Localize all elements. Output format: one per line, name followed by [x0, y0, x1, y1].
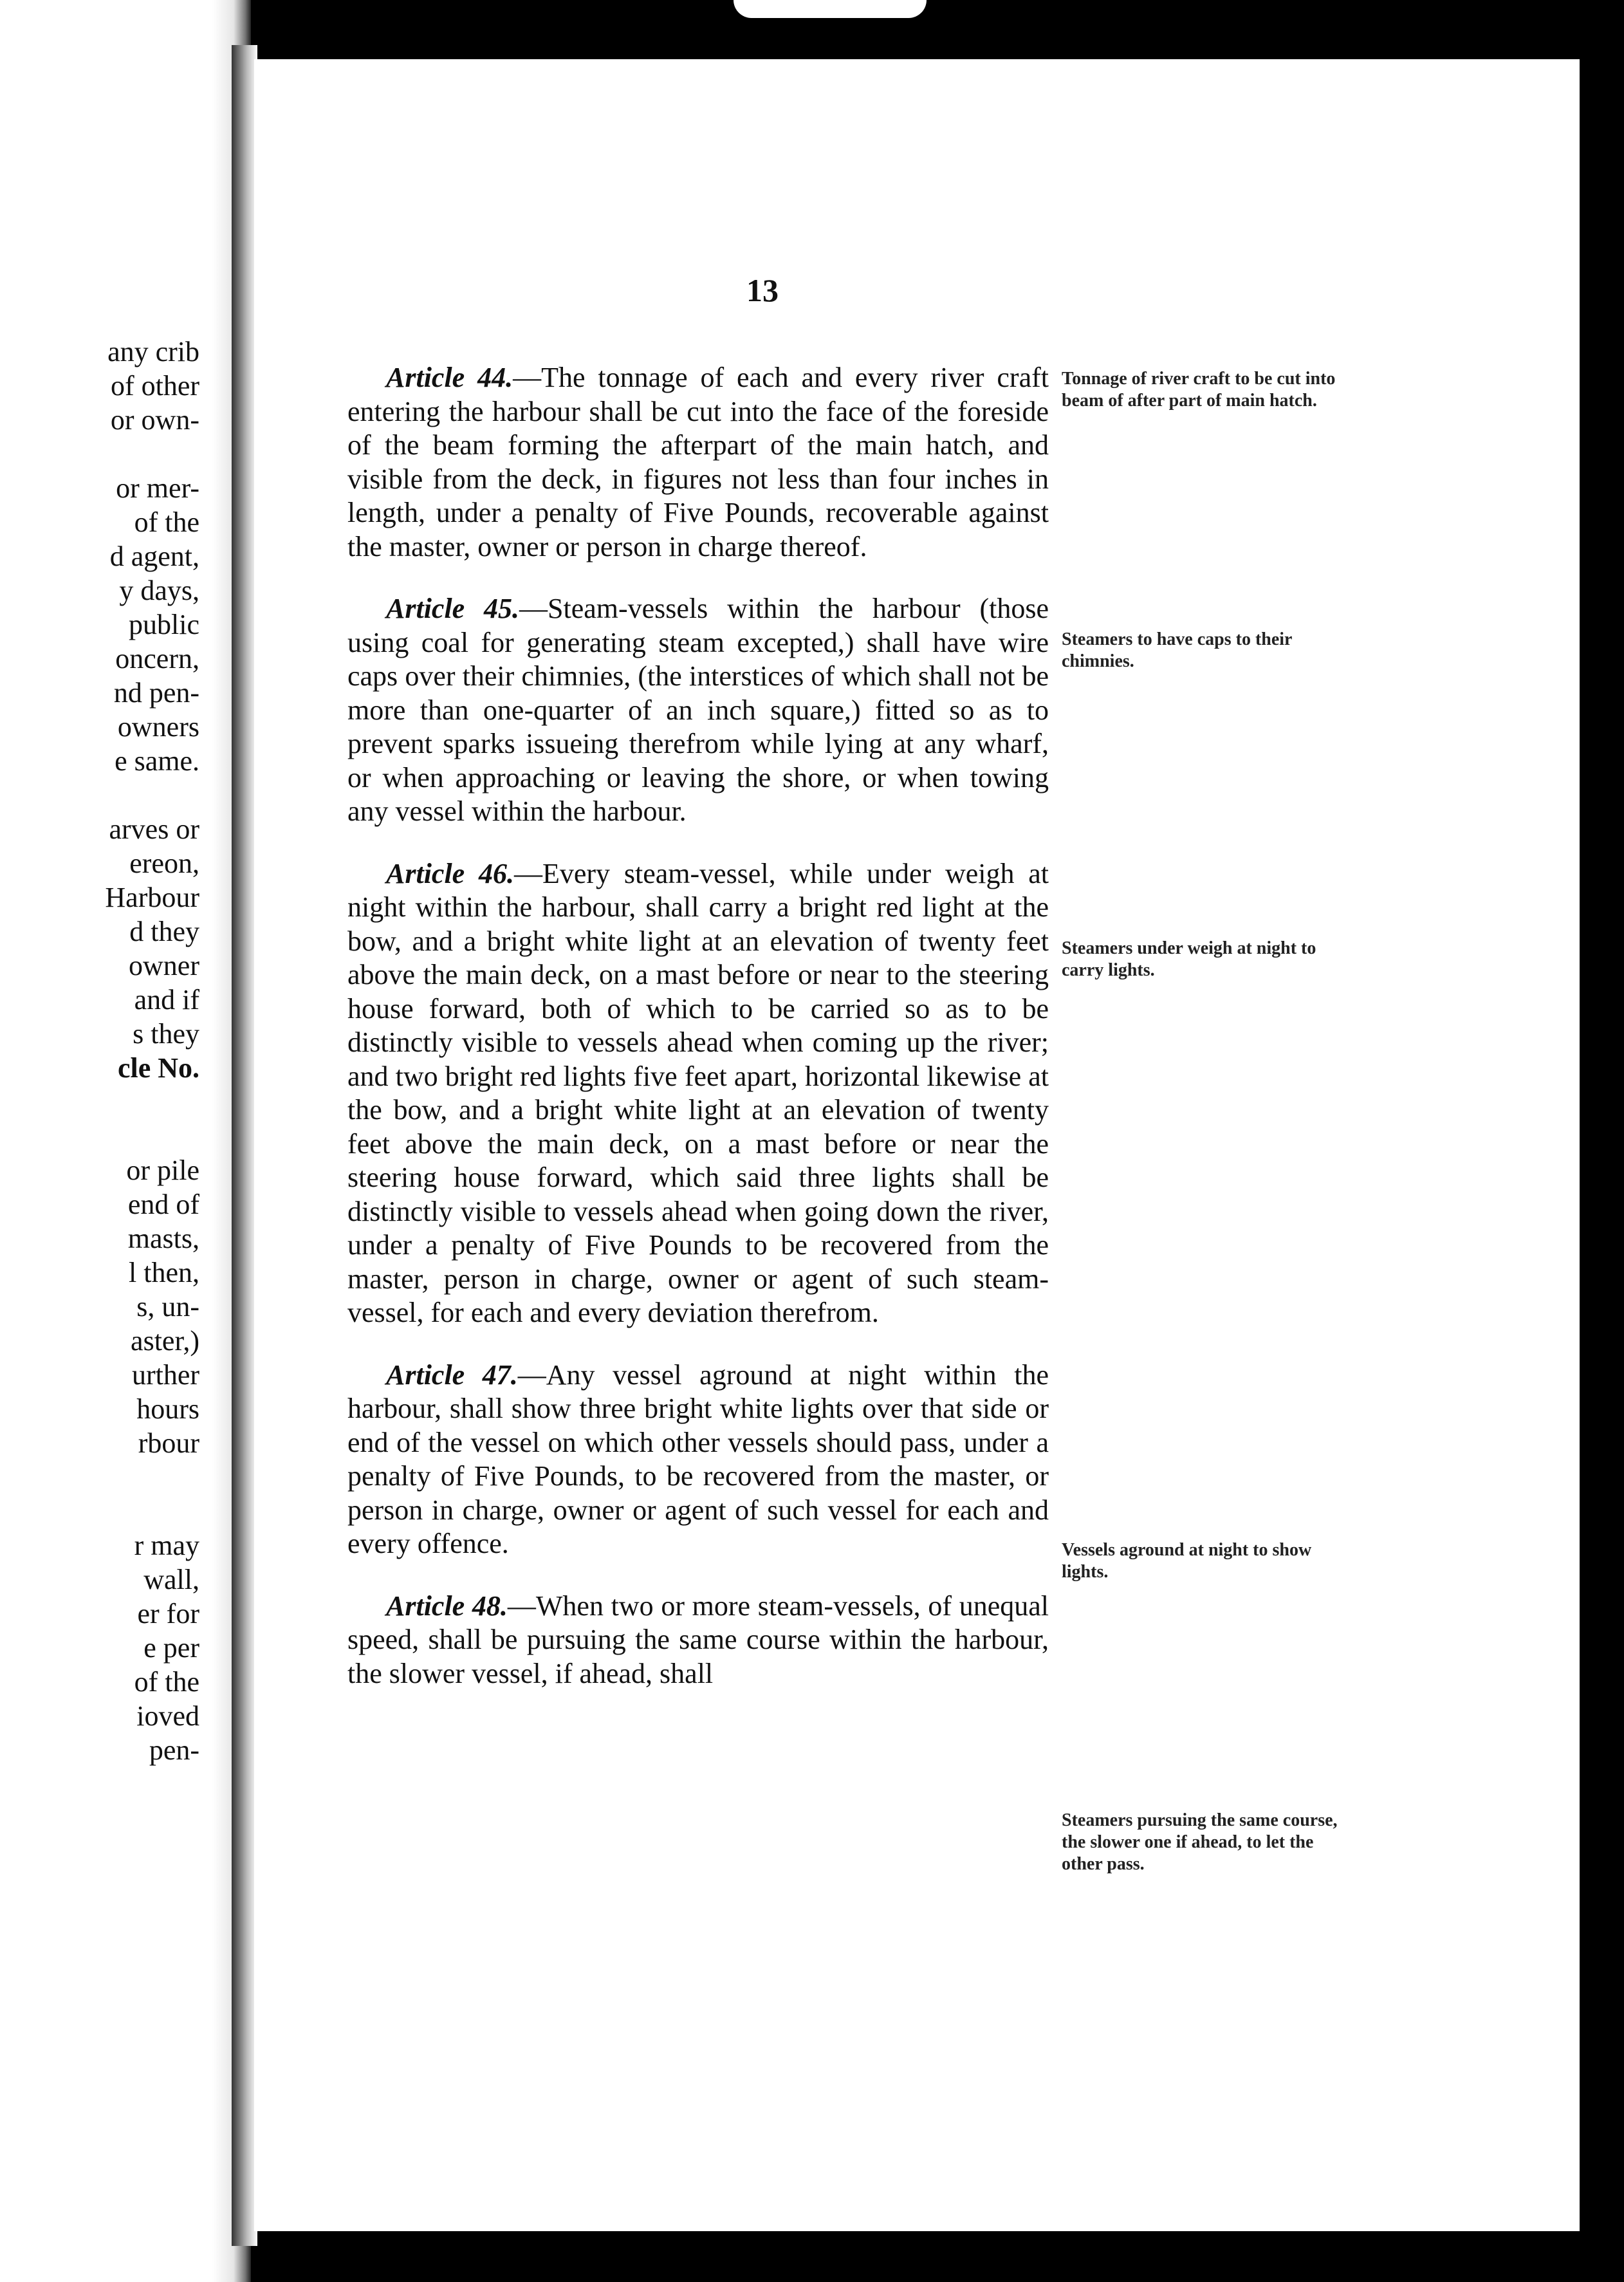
previous-page-line: d they: [129, 916, 199, 947]
previous-page-line: [19, 1494, 199, 1528]
previous-page-line: ioved: [136, 1700, 199, 1732]
previous-page-line: public: [129, 609, 199, 640]
page-edge: [232, 45, 257, 2246]
previous-page-line: of the: [134, 506, 199, 538]
article-44: [347, 361, 1049, 564]
previous-page-line: e same.: [115, 745, 199, 777]
previous-page-line: hours: [136, 1393, 199, 1425]
previous-page-line: wall,: [143, 1564, 199, 1595]
article-label: Article 47.: [386, 1359, 518, 1391]
previous-page-line: any crib: [107, 336, 199, 367]
previous-page-line: or own-: [110, 404, 199, 436]
page-number: 13: [746, 272, 779, 308]
article-46: [347, 857, 1049, 1330]
sidenote-47: Vessels aground at night to show lights.: [1062, 1540, 1312, 1582]
previous-page-line: masts,: [127, 1223, 199, 1254]
sidenote-48: Steamers pursuing the same course, the slower one if ahead, to let the other pass.: [1062, 1810, 1338, 1874]
previous-page-line: Harbour: [105, 882, 199, 913]
article-label: Article 45.: [386, 593, 519, 624]
previous-page-line: d agent,: [109, 541, 199, 572]
previous-page-line: arves or: [109, 813, 199, 845]
article-45: [347, 592, 1049, 829]
previous-page-line: end of: [127, 1189, 199, 1220]
article-text: —Any vessel aground at night within the harbour, shall show three bright white lights over that side or end of the vessel on which other vessels should pass, under a penalty of Five Pounds, to be recovered from the master, or person in charge, owner or agent of such vessel for each and every offence.: [347, 1359, 1049, 1559]
previous-page-line: of other: [110, 370, 199, 402]
previous-page-line: s, un-: [136, 1291, 199, 1322]
sidenote-45: Steamers to have caps to their chimnies.: [1062, 629, 1292, 671]
previous-page-line: rbour: [138, 1427, 199, 1459]
article-text: —The tonnage of each and every river craft entering the harbour shall be cut into the face of the foreside of the beam forming the afterpart of the main hatch, and visible from the deck, in figures not less than four inches in length, under a penalty of Five Pounds, recoverable against the master, owner or person in charge thereof.: [347, 362, 1049, 562]
previous-page-line: aster,): [131, 1325, 199, 1357]
previous-page-line: and if: [134, 984, 199, 1016]
articles: [347, 333, 1049, 1712]
previous-page-line: r may: [134, 1530, 199, 1561]
previous-page-line: or pile: [126, 1155, 199, 1186]
previous-page-line: [19, 1085, 199, 1119]
previous-page-line: oncern,: [115, 643, 199, 674]
top-tear: [734, 0, 927, 18]
article-text: —Every steam-vessel, while under weigh at night within the harbour, shall carry a bright red light at the bow, and a bright white light at an elevation of twenty feet above the main deck, on a mast before or near to the steering house forward, both of which to be carried so as to be distinctly visible to vessels ahead when coming up the river; and two bright red lights five feet apart, horizontal likewise at the bow, and a bright white light at an elevation of twenty feet above the main deck, on a mast before or near the steering house forward, which said three lights shall be distinctly visible to vessels ahead when going down the river, under a penalty of Five Pounds to be recovered from the master, person in charge, owner or agent of such steam-vessel, for each and every deviation therefrom.: [347, 857, 1049, 1328]
previous-page-line: y days,: [119, 575, 199, 606]
article-47: [347, 1359, 1049, 1561]
previous-page-line: [19, 1119, 199, 1153]
previous-page-line: of the: [134, 1666, 199, 1698]
previous-page-text: [19, 335, 199, 1767]
article-48: [347, 1590, 1049, 1691]
previous-page-line: er for: [137, 1598, 199, 1629]
previous-page-line: or mer-: [116, 472, 199, 504]
article-label: Article 46.: [386, 857, 514, 889]
article-text: —When two or more steam-vessels, of unequal speed, shall be pursuing the same course within the harbour, the slower vessel, if ahead, shall: [347, 1590, 1049, 1689]
previous-page-line: [19, 437, 199, 471]
previous-page-line: owners: [117, 711, 199, 743]
page: [254, 59, 1580, 2231]
previous-page-line: e per: [143, 1632, 199, 1664]
article-label: Article 44.: [386, 362, 513, 393]
previous-page-line: [19, 778, 199, 812]
sidenote-44: Tonnage of river craft to be cut into beam of after part of main hatch.: [1062, 369, 1336, 411]
sidenote-46: Steamers under weigh at night to carry lights.: [1062, 938, 1316, 980]
previous-page-line: cle No.: [117, 1052, 199, 1084]
previous-page-line: s they: [133, 1018, 199, 1050]
previous-page-line: nd pen-: [113, 677, 199, 709]
previous-page: [0, 0, 225, 2282]
previous-page-line: l then,: [129, 1257, 199, 1288]
previous-page-line: owner: [129, 950, 199, 981]
article-text: —Steam-vessels within the harbour (those using coal for generating steam excepted,) shall have wire caps over their chimnies, (the interstices of which shall not be more than one-quarter of an inch square,) fitted so as to prevent sparks issueing therefrom while lying at any wharf, or when approaching or leaving the shore, or when towing any vessel within the harbour.: [347, 593, 1049, 827]
previous-page-line: urther: [131, 1359, 199, 1391]
previous-page-line: pen-: [149, 1734, 199, 1766]
article-label: Article 48.: [386, 1590, 508, 1622]
previous-page-line: ereon,: [129, 848, 199, 879]
previous-page-line: [19, 1460, 199, 1494]
